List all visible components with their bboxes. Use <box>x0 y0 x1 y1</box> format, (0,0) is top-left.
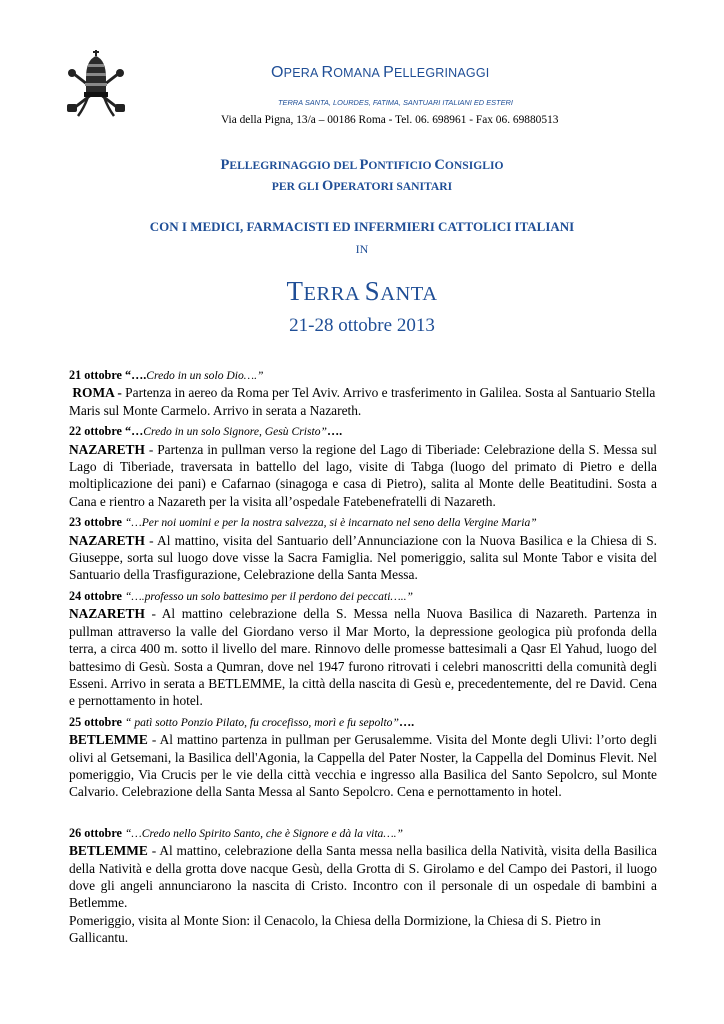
organization-title: OPERA ROMANA PELLEGRINAGGI <box>271 64 490 81</box>
day-paragraph: BETLEMME - Al mattino partenza in pullman per Gerusalemme. Visita del Monte degli Ulivi: l’orto degli olivi al Getsemani, la Basilica dell'Agonia, la Cappella del Pater Noster, la Cappella del Dominus Flevit. Nel pomeriggio, Via Crucis per le vie della città vecchia e ingresso alla Basilica del Santo Sepolcro, sul Monte Calvario. Celebrazione della Santa Messa al Santo Sepolcro. Cena e pernottamento in hotel. <box>69 732 657 800</box>
day-quote: Credo in un solo Signore, Gesù Cristo” <box>143 425 327 439</box>
day-heading: 21 ottobre “….Credo in un solo Dio….” <box>69 368 264 382</box>
day-paragraph: BETLEMME - Al mattino, celebrazione della Santa messa nella basilica della Natività, visita della Basilica della Natività e della grotta dove nacque Gesù, della Grotta di S. Girolamo e del Campo dei Pastori, il luogo dove gli angeli annunciarono la nascita di Cristo. Incontro con il personale di un ospedale di bambini a Betlemme. <box>69 843 657 911</box>
day-date: 21 ottobre <box>69 368 122 382</box>
day-paragraph: NAZARETH - Al mattino, visita del Santuario dell’Annunciazione con la Nuova Basilica e la Chiesa di S. Giuseppe, sorta sul luogo dove visse la Sacra Famiglia. Nel pomeriggio, salita sul Monte Tabor e visita del Santuario della Trasfigurazione, Celebrazione della Santa Messa. <box>69 532 657 583</box>
day-heading: 22 ottobre “…Credo in un solo Signore, Gesù Cristo”…. <box>69 424 343 439</box>
day-section <box>69 825 657 947</box>
day-heading: 25 ottobre “ patì sotto Ponzio Pilato, fu crocefisso, morì e fu sepolto”…. <box>69 714 415 729</box>
day-quote: “ patì sotto Ponzio Pilato, fu crocefisso, morì e fu sepolto” <box>124 715 399 729</box>
day-quote: “….professo un solo battesimo per il perdono dei peccati…..” <box>124 589 413 603</box>
day-paragraph: Pomeriggio, visita al Monte Sion: il Cenacolo, la Chiesa della Dormizione, la Chiesa di S. Pietro in Gallicantu. <box>69 912 601 946</box>
place-name: NAZARETH <box>69 441 145 457</box>
day-quote: “…Credo nello Spirito Santo, che è Signore e dà la vita….” <box>124 826 403 840</box>
place-name: NAZARETH <box>69 532 145 548</box>
title-line-1: PELLEGRINAGGIO DEL PONTIFICIO CONSIGLIO <box>220 157 504 173</box>
day-section <box>69 423 657 510</box>
day-heading <box>69 825 657 842</box>
day-section <box>69 588 657 710</box>
day-heading <box>69 514 657 531</box>
title-line-4: IN <box>355 242 369 256</box>
organization-address: Via della Pigna, 13/a – 00186 Roma - Tel. 06. 698961 - Fax 06. 69880513 <box>221 114 559 126</box>
day-date: 25 ottobre <box>69 714 122 729</box>
place-name: ROMA <box>72 385 115 401</box>
title-line-3: CON I MEDICI, FARMACISTI ED INFERMIERI CATTOLICI ITALIANI <box>149 219 575 234</box>
day-date: 26 ottobre <box>69 825 122 840</box>
papal-tiara-keys-icon <box>64 48 128 120</box>
destination-title: TERRA SANTA <box>286 276 438 306</box>
day-quote: “…Per noi uomini e per la nostra salvezza, si è incarnato nel seno della Vergine Maria” <box>124 516 537 530</box>
day-date: 22 ottobre <box>69 424 122 439</box>
day-section <box>69 514 657 584</box>
title-line-2: PER GLI OPERATORI SANITARI <box>271 178 453 194</box>
day-section <box>69 367 657 419</box>
day-paragraph: NAZARETH - Al mattino celebrazione della S. Messa nella Nuova Basilica di Nazareth. Partenza in pullman attraverso la valle del Giordano verso il Mar Morto, la depressione geologica più profonda della terra, a circa 400 m. sotto il livello del mare. Rinnovo delle promesse battesimali a Qasr El Yahud, luogo del battesimo di Gesù. Sosta a Qumran, dove nel 1947 furono ritrovati i celebri manoscritti della comunità degli Esseni. Arrivo in serata a BETLEMME, la città della nascita di Gesù e, precedentemente, del re David. Cena e pernottamento in hotel. <box>69 606 657 709</box>
day-date: 23 ottobre <box>69 515 122 530</box>
spacer <box>69 801 657 821</box>
day-date: 24 ottobre <box>69 588 122 603</box>
day-quote: Credo in un solo Dio….” <box>146 369 264 382</box>
itinerary <box>69 363 657 947</box>
day-paragraph: ROMA - Partenza in aereo da Roma per Tel Aviv. Arrivo e trasferimento in Galilea. Sosta al Santuario Stella Maris sul Monte Carmelo. Arrivo in serata a Nazareth. <box>69 385 656 418</box>
day-paragraph: NAZARETH - Partenza in pullman verso la regione del Lago di Tiberiade: Celebrazione della S. Messa sul Lago di Tiberiade, traversata in battello del lago, visite di Tabga (luogo del primato di Pietro e della moltiplicazione dei pani) e Cafarnao (sinagoga e casa di Pietro), salita al Monte delle Beatitudini. Sosta a Cana e rientro a Nazareth per la visita all’ospedale Fatebenefratelli di Nazareth. <box>69 441 657 509</box>
place-name: NAZARETH <box>69 606 145 622</box>
dates-title: 21-28 ottobre 2013 <box>289 315 435 336</box>
place-name: BETLEMME <box>69 732 148 748</box>
day-heading <box>69 588 657 605</box>
day-section <box>69 714 657 801</box>
organization-subtitle: TERRA SANTA, LOURDES, FATIMA, SANTUARI ITALIANI ED ESTERI <box>278 98 513 107</box>
place-name: BETLEMME <box>69 843 148 859</box>
